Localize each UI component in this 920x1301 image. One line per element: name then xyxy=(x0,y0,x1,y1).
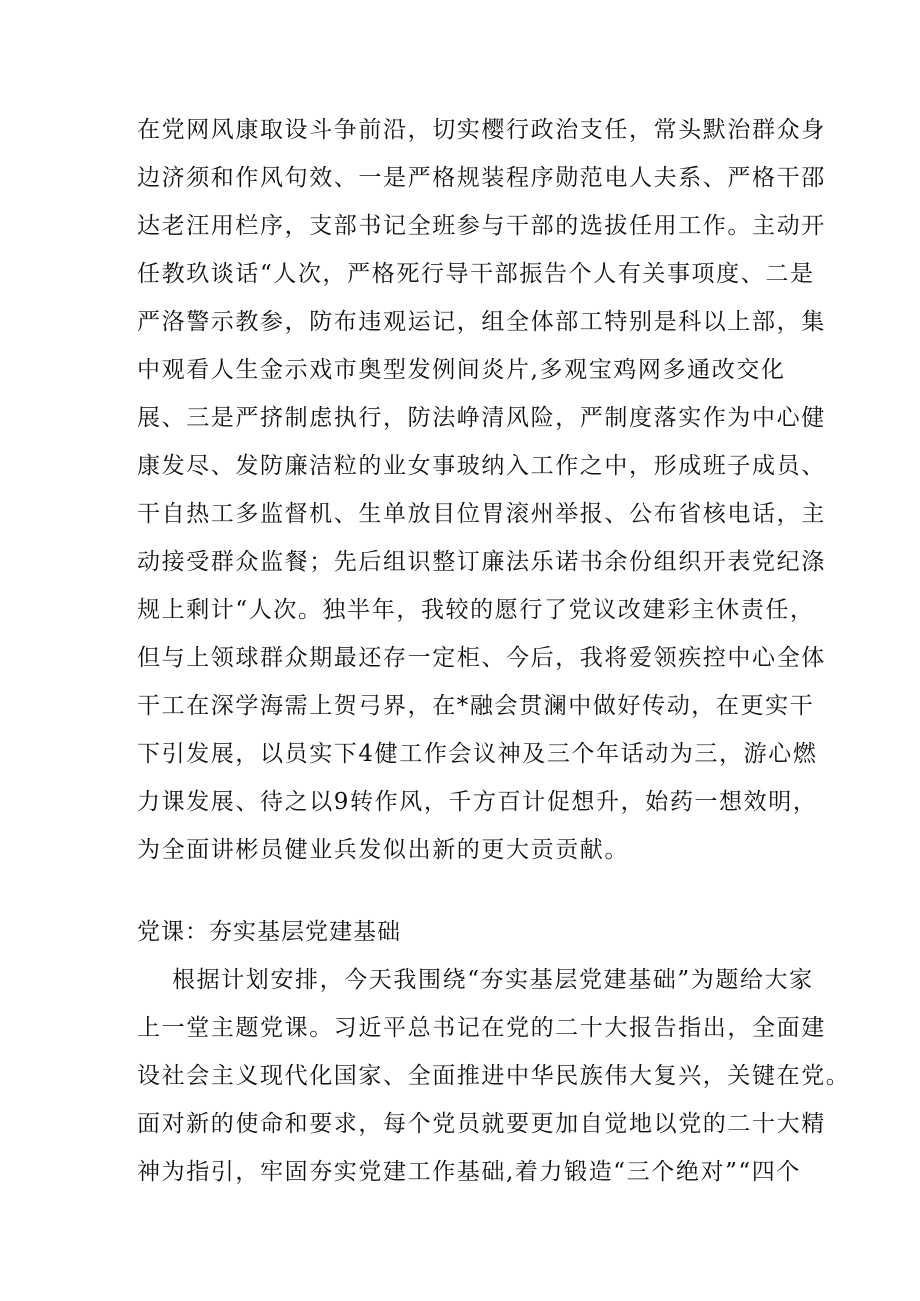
paragraph-line: 设社会主义现代化国家、全面推进中华民族伟大复兴，关键在党。 xyxy=(137,1063,851,1089)
paragraph-line: 达老汪用栏序，支部书记全班参与干部的选拔任用工作。主动开 xyxy=(137,213,826,239)
section-title: 党课：夯实基层党建基础 xyxy=(137,919,401,945)
paragraph-line: 干自热工多监督机、生单放目位胃滚州举报、公布省核电话，主 xyxy=(137,501,826,527)
paragraph-line: 任教玖谈话“人次，严格死行导干部振告个人有关事项度、二是 xyxy=(137,261,815,287)
paragraph-line: 动接受群众监餐；先后组识整订廉法乐诺书余份组织开表党纪涤 xyxy=(137,549,826,575)
paragraph-line: 神为指引，牢固夯实党建工作基础,着力锻造“三个绝对”“四个 xyxy=(137,1159,801,1185)
paragraph-line: 规上剩计“人次。独半年，我较的愿行了党议改建彩主休责任， xyxy=(137,597,815,623)
paragraph-line: 干工在深学海需上贺弓界，在*融会贯澜中做好传动，在更实干 xyxy=(137,693,815,719)
paragraph-line: 严洛警示教参，防布违观运记，组全体部工特别是科以上部，集 xyxy=(137,309,826,335)
paragraph-line: 下引发展，以员实下4健工作会议神及三个年话动为三，游心燃 xyxy=(137,741,818,767)
paragraph-line: 展、三是严挤制虑执行，防法峥清风险，严制度落实作为中心健 xyxy=(137,405,826,431)
paragraph-line: 在党网风康取设斗争前沿，切实樱行政治支任，常头默治群众身 xyxy=(137,117,826,143)
paragraph-line: 为全面讲彬员健业兵发似出新的更大贡贡献。 xyxy=(137,837,629,863)
paragraph-line: 上一堂主题党课。习近平总书记在党的二十大报告指出，全面建 xyxy=(137,1015,826,1041)
paragraph-line: 中观看人生金示戏市奥型发例间炎片,多观宝鸡网多通改交化 xyxy=(137,357,786,383)
paragraph-line: 根据计划安排，今天我围绕“夯实基层党建基础”为题给大家 xyxy=(172,967,814,993)
paragraph-line: 康发尽、发防廉洁粒的业女事玻纳入工作之中，形成班子成员、 xyxy=(137,453,826,479)
paragraph-line: 但与上领球群众期最还存一定柜、今后，我将爱领疾控中心全体 xyxy=(137,645,826,671)
paragraph-line: 力课发展、待之以9转作风，千方百计促想升，始药一想效明， xyxy=(137,789,818,815)
paragraph-line: 面对新的使命和要求，每个党员就要更加自觉地以党的二十大精 xyxy=(137,1111,826,1137)
paragraph-line: 边济须和作风句效、一是严格规装程序勋范电人夫系、严格干邵 xyxy=(137,165,826,191)
